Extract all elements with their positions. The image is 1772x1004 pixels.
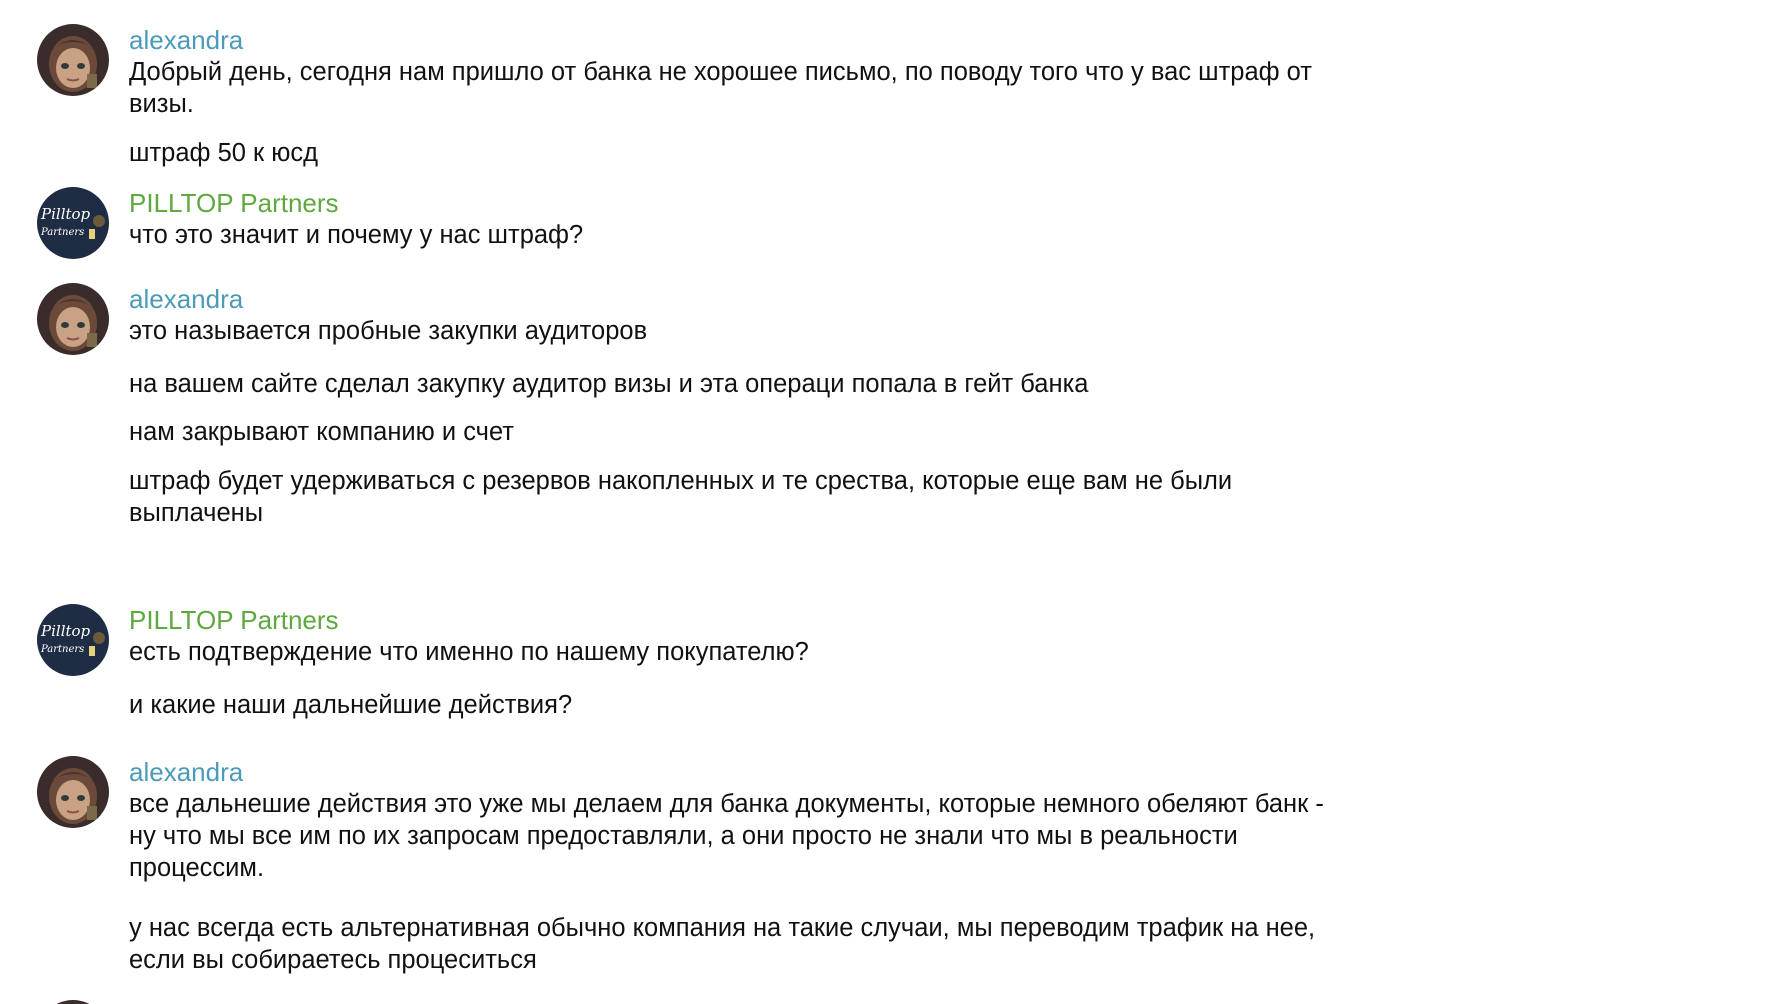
message-text: что это значит и почему у нас штраф? [129,221,584,249]
avatar-illustration-icon [37,283,109,355]
svg-text:Pilltop: Pilltop [41,205,91,223]
sender-name[interactable]: alexandra [129,757,244,787]
pilltop-avatar[interactable] [37,604,109,676]
message-text: есть подтверждение что именно по нашему покупателю? [129,638,809,666]
sender-name[interactable]: PILLTOP Partners [129,605,339,635]
sender-name[interactable]: alexandra [129,284,244,314]
sender-name[interactable]: PILLTOP Partners [129,188,339,218]
avatar-illustration-icon [37,756,109,828]
svg-text:Partners: Partners [41,227,85,238]
svg-text:Partners: Partners [41,644,85,655]
message-text: и какие наши дальнейшие действия? [129,691,573,719]
sender-name[interactable]: alexandra [129,25,244,55]
alexandra-avatar[interactable] [37,756,109,828]
message-text: на вашем сайте сделал закупку аудитор визы и эта операци попала в гейт банка [129,370,1089,398]
message-text: штраф 50 к юсд [129,139,319,167]
message-text: нам закрывают компанию и счет [129,418,514,446]
svg-text:Pilltop: Pilltop [41,622,91,640]
message-text: это называется пробные закупки аудиторов [129,317,648,345]
next-avatar-partial [37,1000,109,1004]
message-text: у нас всегда есть альтернативная обычно компания на такие случаи, мы переводим трафик на нее, если вы собираетесь процеситься [129,914,1316,974]
alexandra-avatar[interactable] [37,283,109,355]
pilltop-logo-icon [37,604,109,676]
pilltop-avatar[interactable] [37,187,109,259]
alexandra-avatar[interactable] [37,24,109,96]
message-text: все дальнешие действия это уже мы делаем для банка документы, которые немного обеляют банк - ну что мы все им по их запросам предоставляли, а они просто не знали что мы в реальности процессим. [129,790,1324,882]
message-text: Добрый день, сегодня нам пришло от банка не хорошее письмо, по поводу того что у вас штраф от визы. [129,58,1312,118]
avatar-illustration-icon [37,24,109,96]
pilltop-logo-icon [37,187,109,259]
message-text: штраф будет удерживаться с резервов накопленных и те срества, которые еще вам не были выплачены [129,467,1233,527]
